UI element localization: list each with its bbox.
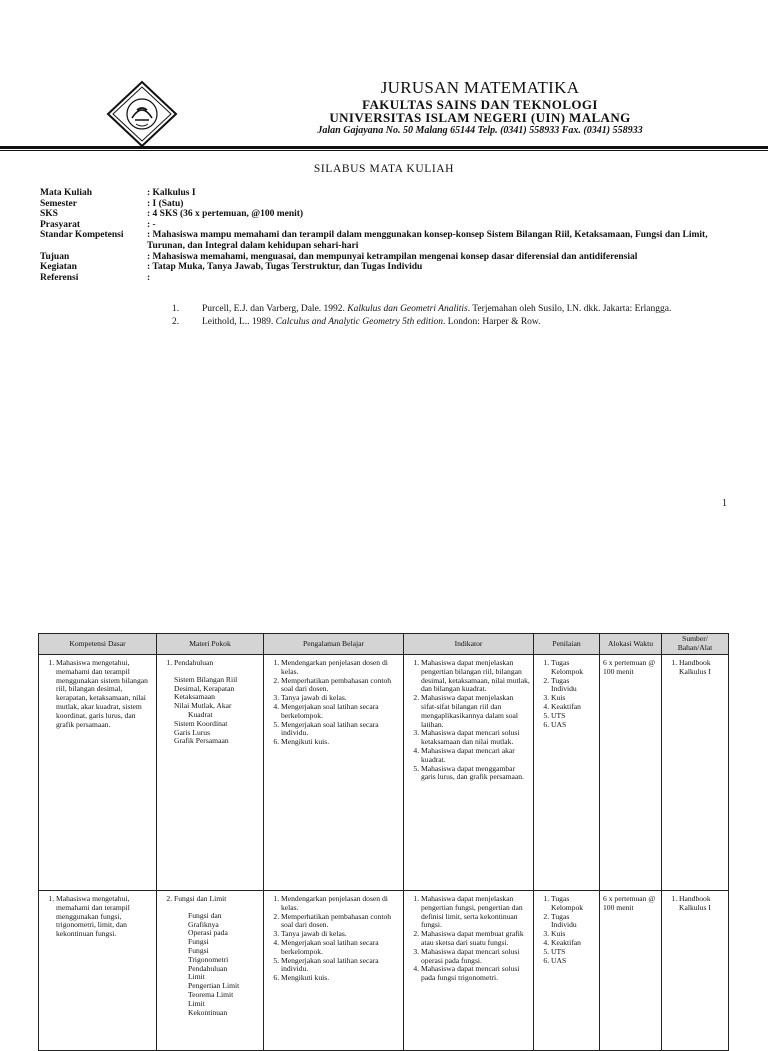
info-row-kegiatan	[40, 262, 740, 273]
column-header: Penilaian	[534, 634, 600, 655]
penilaian-item: 1. Tugas Kelompok	[551, 659, 596, 677]
materi-item: Fungsi	[188, 945, 209, 955]
pengalaman-item: 4. Mengerjakan soal latihan secara berkelompok.	[281, 703, 400, 721]
info-row-tujuan	[40, 252, 740, 263]
pengalaman-item: 6. Mengikuti kuis.	[281, 738, 400, 747]
pengalaman-item: 3. Tanya jawab di kelas.	[281, 930, 400, 939]
info-value: :	[147, 272, 151, 283]
penilaian-item: 3. Kuis	[551, 694, 596, 703]
materi-item: Desimal, Kerapatan	[174, 683, 235, 693]
header-rule-thin	[0, 150, 768, 151]
materi-item: Pendahuluan	[188, 963, 228, 973]
materi-item: Nilai Mutlak, Akar	[174, 701, 232, 711]
penilaian-item: 5. UTS	[551, 948, 596, 957]
cell-penilaian	[534, 655, 600, 891]
cell-alokasi: 6 x pertemuan @ 100 menit	[600, 891, 662, 1051]
penilaian-item: 2. Tugas Individu	[551, 677, 596, 695]
info-row-matkul	[40, 188, 740, 199]
kompetensi-text: 1. Mahasiswa mengetahui, memahami dan terampil menggunakan sistem bilangan riil, bilangan desimal, kerapatan, ketaksamaan, nilai mutlak, akar kuadrat, sistem koordinat, garis lurus, dan grafik persamaan.	[56, 659, 153, 729]
info-value: : Tatap Muka, Tanya Jawab, Tugas Terstruktur, dan Tugas Individu	[147, 262, 423, 273]
materi-item: Teorema Limit	[188, 989, 234, 999]
cell-kompetensi	[39, 891, 157, 1051]
materi-item: Kuadrat	[188, 709, 213, 719]
column-header: Kompetensi Dasar	[39, 634, 157, 655]
table-row	[39, 655, 729, 891]
cell-indikator	[404, 891, 534, 1051]
column-header: Indikator	[404, 634, 534, 655]
uin-malang-seal-icon	[106, 80, 178, 148]
sumber-item: 1. Handbook Kalkulus I	[679, 659, 725, 677]
cell-pengalaman	[264, 655, 404, 891]
indikator-item: 1. Mahasiswa dapat menjelaskan pengertian bilangan riil, bilangan desimal, ketaksamaan, nilai mutlak, dan bilangan kuadrat.	[421, 659, 530, 694]
cell-sumber	[662, 891, 729, 1051]
cell-alokasi: 6 x pertemuan @ 100 menit	[600, 655, 662, 891]
reference-text: . Terjemahan oleh Susilo, I.N. dkk. Jakarta: Erlangga.	[467, 304, 672, 314]
reference-text: Purcell, E.J. dan Varberg, Dale. 1992.	[202, 304, 348, 314]
pengalaman-item: 5. Mengerjakan soal latihan secara individu.	[281, 957, 400, 975]
header-rule-thick	[0, 146, 768, 149]
course-info	[40, 188, 740, 283]
info-label: Standar Kompetensi	[40, 230, 124, 241]
reference-book-title: Kalkulus dan Geometri Analitis	[347, 304, 468, 314]
materi-item: Kekontinuan	[188, 1007, 228, 1017]
syllabus-table	[38, 633, 729, 1051]
info-value: : -	[147, 219, 156, 230]
header-university: UNIVERSITAS ISLAM NEGERI (UIN) MALANG	[329, 110, 631, 125]
indikator-item: 5. Mahasiswa dapat menggambar garis lurus, dan grafik persamaan.	[421, 765, 530, 783]
info-value: : 4 SKS (36 x pertemuan, @100 menit)	[147, 209, 304, 220]
info-value: : I (Satu)	[147, 198, 184, 209]
info-value: : Kalkulus I	[147, 188, 196, 198]
info-label: Referensi	[40, 272, 79, 283]
info-label: Tujuan	[40, 251, 70, 262]
header-faculty: FAKULTAS SAINS DAN TEKNOLOGI	[362, 97, 598, 112]
reference-text: Leithold, L.. 1989.	[202, 317, 276, 327]
page-number: 1	[722, 498, 727, 509]
indikator-item: 3. Mahasiswa dapat mencari solusi operasi pada fungsi.	[421, 948, 530, 966]
pengalaman-item: 4. Mengerjakan soal latihan secara berkelompok.	[281, 939, 400, 957]
header-address: Jalan Gajayana No. 50 Malang 65144 Telp. (0341) 558933 Fax. (0341) 558933	[317, 125, 643, 136]
penilaian-item: 1. Tugas Kelompok	[551, 895, 596, 913]
materi-item: Grafiknya	[188, 919, 219, 929]
materi-item: Trigonometri	[188, 954, 229, 964]
table-header-row	[39, 634, 729, 655]
penilaian-item: 5. UTS	[551, 712, 596, 721]
reference-item	[172, 317, 728, 328]
materi-item: Sistem Koordinat	[174, 718, 228, 728]
pengalaman-item: 1. Mendengarkan penjelasan dosen di kelas.	[281, 895, 400, 913]
materi-item: Sistem Bilangan Riil	[174, 674, 238, 684]
info-row-sks	[40, 209, 740, 220]
info-label: Prasyarat	[40, 219, 81, 230]
indikator-item: 1. Mahasiswa dapat menjelaskan pengertian fungsi, pengertian dan definisi limit, serta kekontinuan fungsi.	[421, 895, 530, 930]
materi-item: Pengertian Limit	[188, 981, 240, 991]
sumber-item: 1. Handbook Kalkulus I	[679, 895, 725, 913]
penilaian-item: 3. Kuis	[551, 930, 596, 939]
cell-indikator	[404, 655, 534, 891]
pengalaman-item: 3. Tanya jawab di kelas.	[281, 694, 400, 703]
info-label: SKS	[40, 209, 58, 220]
cell-pengalaman	[264, 891, 404, 1051]
indikator-item: 2. Mahasiswa dapat membuat grafik atau sketsa dari suatu fungsi.	[421, 930, 530, 948]
indikator-item: 4. Mahasiswa dapat mencari akar kuadrat.	[421, 747, 530, 765]
document-title: SILABUS MATA KULIAH	[313, 163, 455, 175]
materi-item: Limit	[188, 972, 205, 982]
penilaian-item: 4. Keaktifan	[551, 703, 596, 712]
pengalaman-item: 6. Mengikuti kuis.	[281, 974, 400, 983]
penilaian-item: 6. UAS	[551, 721, 596, 730]
materi-item: Operasi pada	[188, 928, 228, 938]
cell-penilaian	[534, 891, 600, 1051]
reference-item	[172, 304, 728, 315]
info-row-standar	[40, 230, 740, 251]
info-value: : Mahasiswa memahami, menguasai, dan mempunyai ketrampilan mengenai konsep dasar diferensial dan antidiferensial	[147, 251, 638, 262]
column-header: Alokasi Waktu	[600, 634, 662, 655]
pengalaman-item: 2. Memperhatikan pembahasan contoh soal dari dosen.	[281, 913, 400, 931]
pengalaman-item: 1. Mendengarkan penjelasan dosen di kelas.	[281, 659, 400, 677]
reference-number: 2.	[172, 317, 180, 327]
info-row-prasyarat	[40, 220, 740, 231]
materi-heading: 1. Pendahuluan	[174, 659, 260, 668]
info-label: Semester	[40, 198, 77, 209]
reference-book-title: Calculus and Analytic Geometry 5th edition	[275, 317, 443, 327]
cell-materi	[157, 655, 264, 891]
column-header: Materi Pokok	[157, 634, 264, 655]
materi-item: Ketaksamaan	[174, 692, 215, 702]
pengalaman-item: 5. Mengerjakan soal latihan secara individu.	[281, 721, 400, 739]
indikator-item: 3. Mahasiswa dapat mencari solusi ketaksamaan dan nilai mutlak.	[421, 729, 530, 747]
info-label: Kegiatan	[40, 262, 77, 273]
column-header: Sumber/ Bahan/Alat	[662, 634, 729, 655]
materi-item: Garis Lurus	[174, 727, 211, 737]
cell-sumber	[662, 655, 729, 891]
penilaian-item: 6. UAS	[551, 957, 596, 966]
reference-list	[172, 304, 728, 328]
info-label: Mata Kuliah	[40, 188, 92, 198]
header-dept: JURUSAN MATEMATIKA	[380, 78, 580, 97]
cell-kompetensi	[39, 655, 157, 891]
penilaian-item: 2. Tugas Individu	[551, 913, 596, 931]
column-header: Pengalaman Belajar	[264, 634, 404, 655]
materi-heading: 2. Fungsi dan Limit	[174, 895, 260, 904]
penilaian-item: 4. Keaktifan	[551, 939, 596, 948]
materi-item: Fungsi	[188, 937, 209, 947]
materi-item: Grafik Persamaan	[174, 736, 229, 746]
materi-item: Limit	[188, 998, 205, 1008]
info-row-semester	[40, 199, 740, 210]
indikator-item: 2. Mahasiswa dapat menjelaskan sifat-sifat bilangan riil dan mengaplikasikannya dalam soal latihan.	[421, 694, 530, 729]
kompetensi-text: 1. Mahasiswa mengetahui, memahami dan terampil menggunakan fungsi, trigonometri, limit, dan kekontinuan fungsi.	[56, 895, 153, 939]
reference-number: 1.	[172, 304, 180, 314]
reference-text: . London: Harper & Row.	[443, 317, 541, 327]
info-value: : Mahasiswa mampu memahami dan terampil dalam menggunakan konsep-konsep Sistem Bilangan Riil, Ketaksamaan, Fungsi dan Limit, Turunan, dan Integral dalam kehidupan sehari-hari	[147, 230, 708, 251]
info-row-referensi	[40, 273, 740, 284]
materi-item: Fungsi dan	[188, 910, 222, 920]
pengalaman-item: 2. Memperhatikan pembahasan contoh soal dari dosen.	[281, 677, 400, 695]
indikator-item: 4. Mahasiswa dapat mencari solusi pada fungsi trigonometri.	[421, 965, 530, 983]
cell-materi	[157, 891, 264, 1051]
table-row	[39, 891, 729, 1051]
